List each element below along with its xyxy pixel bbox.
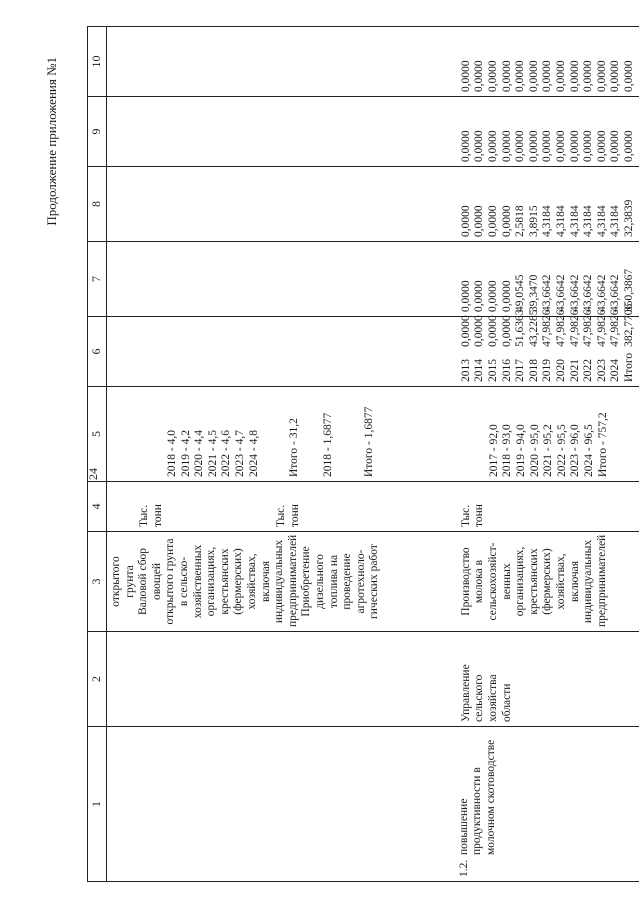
program-table	[87, 26, 639, 882]
table-row	[107, 27, 384, 882]
values-col-6: 0,0000 0,0000 0,0000 0,0000 51,6363 43,2285 47,9826 47,9826 47,9826 47,9826 47,9826 47,9826 382,7706	[459, 303, 635, 347]
header-col-6: 6	[88, 317, 107, 387]
values-col-10: 0,0000 0,0000 0,0000 0,0000 0,0000 0,0000 0,0000 0,0000 0,0000 0,0000 0,0000 0,0000 0,0000	[459, 60, 635, 92]
values-col-7: 0,0000 0,0000 0,0000 0,0000 49,0545 39,3470 43,6642 43,6642 43,6642 43,6642 43,6642 43,6642 350,3867	[459, 268, 635, 312]
indicator-diesel: Приобретение дизельного топлива на проведение агротехноло- гических работ	[300, 544, 381, 619]
values-col-8: 0,0000 0,0000 0,0000 0,0000 2,5818 3,8915 4,3184 4,3184 4,3184 4,3184 4,3184 4,3184 32,3839	[459, 199, 635, 237]
header-col-2: 2	[88, 632, 107, 727]
header-row	[88, 27, 107, 882]
plan-diesel: 2018 - 1,6877 Итого - 1,6877	[321, 406, 375, 477]
unit-milk: Тыс. тонн	[459, 504, 486, 527]
header-col-9: 9	[88, 97, 107, 167]
executor: Управление сельского хозяйства области	[459, 664, 513, 722]
header-col-5: 5	[88, 387, 107, 482]
page-number: 24	[86, 468, 100, 480]
row-name: повышение продуктивности в молочном скотоводстве	[457, 739, 498, 855]
years-column: 2013 2014 2015 2016 2017 2018 2019 2020 2021 2022 2023 2024 Итого	[459, 352, 635, 382]
header-col-8: 8	[88, 167, 107, 242]
header-col-7: 7	[88, 242, 107, 317]
header-col-4: 4	[88, 482, 107, 532]
header-col-10: 10	[88, 27, 107, 97]
plan-milk: 2017 - 92,0 2018 - 93,0 2019 - 94,0 2020 - 95,0 2021 - 95,2 2022 - 95,5 2023 - 96,0 2024 - 96,5 Итого - 757,2	[487, 412, 609, 477]
indicator-vegetables: Валовой сбор овощей открытого грунта в сельско- хозяйственных организациях, крестьянских (фермерских) хозяйствах, включая индивидуальных предпринимателей	[137, 534, 299, 627]
row-number: 1.2.	[457, 859, 470, 877]
values-col-9: 0,0000 0,0000 0,0000 0,0000 0,0000 0,0000 0,0000 0,0000 0,0000 0,0000 0,0000 0,0000 0,0000	[459, 130, 635, 162]
indicator-continuation: открытого грунта	[110, 556, 136, 607]
unit-vegetables: Тыс. тонн	[138, 504, 164, 527]
unit-diesel: Тыс. тонн	[275, 504, 301, 527]
header-col-1: 1	[88, 727, 107, 882]
indicator-milk: Производство молока в сельскохозяйст- венных организациях, крестьянских (фермерских) хозяйствах, включая индивидуальных предпринимателей	[459, 534, 608, 627]
continuation-label: Продолжение приложения №1	[44, 57, 59, 226]
rotated-page-content	[44, 27, 637, 882]
plan-vegetables: 2018 - 4,0 2019 - 4,2 2020 - 4,4 2021 - 4,5 2022 - 4,6 2023 - 4,7 2024 - 4,8 Итого - 31,2	[166, 418, 301, 477]
table-row	[384, 27, 639, 882]
header-col-3: 3	[88, 532, 107, 632]
